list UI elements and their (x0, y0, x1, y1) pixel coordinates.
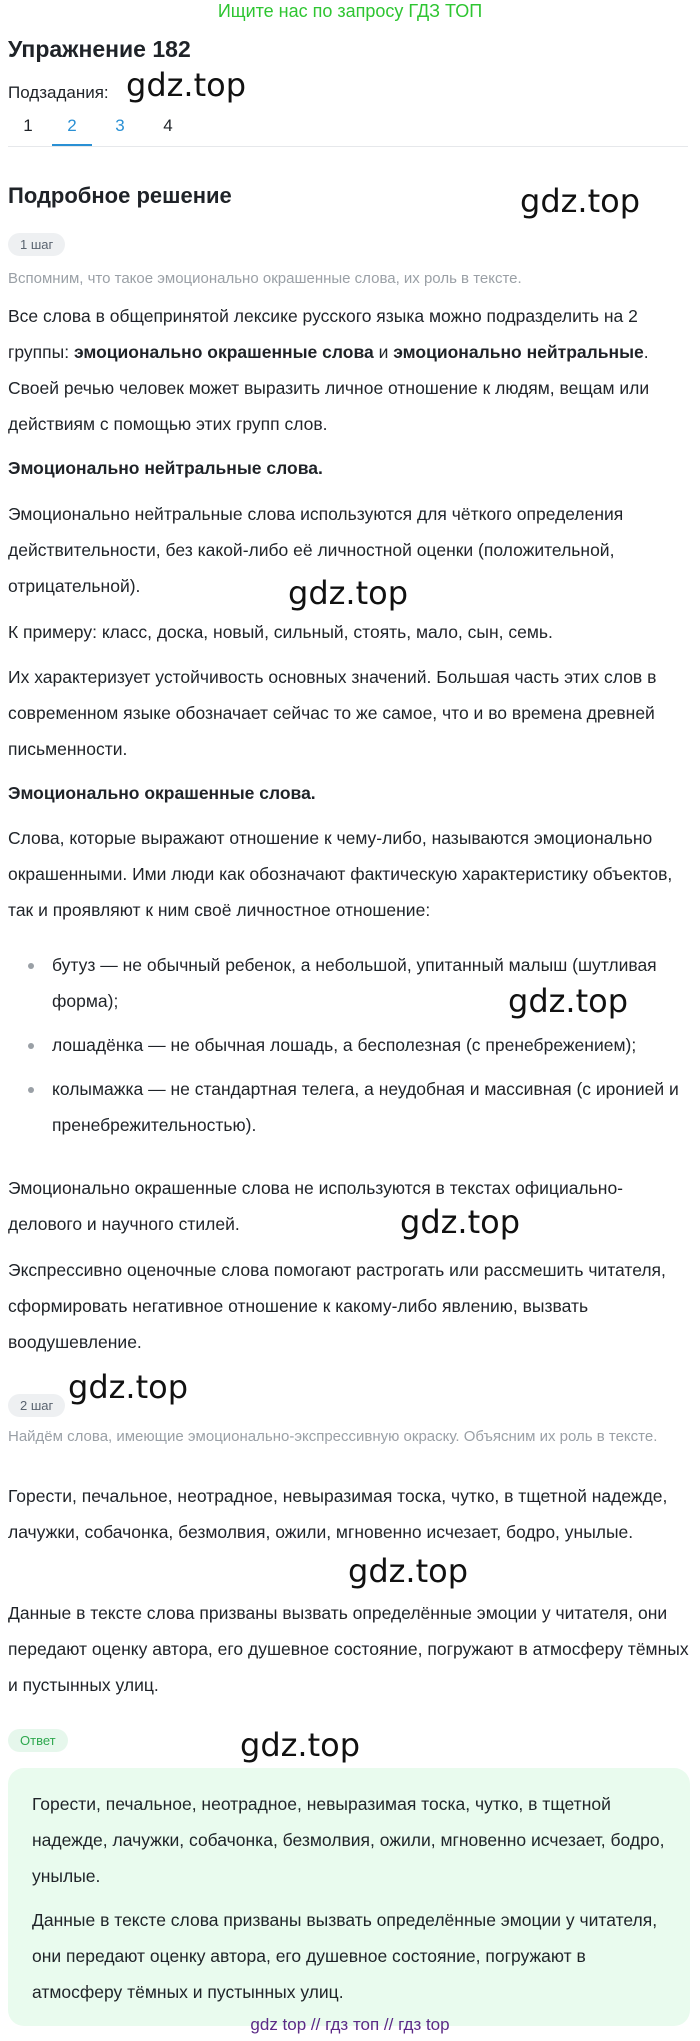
watermark: gdz.top (68, 1368, 189, 1406)
bullet (28, 1087, 34, 1093)
intro-and: и (373, 342, 394, 362)
footer-links[interactable]: gdz top // гдз топ // гдз top (250, 2015, 450, 2034)
neutral-paragraph: Эмоционально нейтральные слова используются для чёткого определения действительности, без какой-либо её личностной оценки (положительной, отрицательной). (8, 504, 624, 596)
page-title: Упражнение 182 (8, 36, 191, 62)
watermark: gdz.top (520, 182, 641, 220)
top-banner: Ищите нас по запросу ГДЗ ТОП (217, 1, 483, 21)
bullet (28, 1043, 34, 1049)
tab-4[interactable]: 4 (163, 116, 173, 135)
watermark: gdz.top (126, 66, 247, 104)
watermark: gdz.top (508, 982, 629, 1020)
list-item: колымажка — не стандартная телега, а неудобная и массивная (с иронией и пренебрежительностью). (52, 1079, 679, 1135)
emphasis-colored: эмоционально окрашенные слова (73, 342, 374, 362)
step-hint: Найдём слова, имеющие эмоционально-экспрессивную окраску. Объясним их роль в тексте. (8, 1428, 658, 1445)
colored-heading: Эмоционально окрашенные слова. (8, 783, 316, 803)
stability-paragraph: Их характеризует устойчивость основных значений. Большая часть этих слов в современном языке обозначает сейчас то же самое, что и во времена древней письменности. (8, 667, 657, 759)
active-tab-indicator (52, 144, 92, 146)
watermark: gdz.top (400, 1203, 521, 1241)
colored-paragraph: Слова, которые выражают отношение к чему-либо, называются эмоционально окрашенными. Ими люди как обозначают фактическую характеристику объектов, так и проявляют к ним своё личностное отношение: (8, 828, 673, 920)
tab-3[interactable]: 3 (115, 116, 125, 135)
words-paragraph: Горести, печальное, неотрадное, невыразимая тоска, чутко, в тщетной надежде, лачужки, собачонка, безмолвия, ожили, мгновенно исчезает, бодро, унылые. (8, 1486, 668, 1542)
step-hint: Вспомним, что такое эмоционально окрашенные слова, их роль в тексте. (8, 270, 522, 287)
tab-2[interactable]: 2 (67, 116, 77, 135)
official-paragraph: Эмоционально окрашенные слова не используются в текстах официально-делового и научного стилей. (8, 1178, 624, 1234)
neutral-heading: Эмоционально нейтральные слова. (8, 458, 323, 478)
answer-badge: Ответ (8, 1729, 68, 1752)
watermark: gdz.top (240, 1726, 361, 1764)
subtasks-label: Подзадания: (8, 83, 109, 102)
watermark: gdz.top (348, 1552, 469, 1590)
answer-explain: Данные в тексте слова призваны вызвать определённые эмоции у читателя, они передают оценку автора, его душевное состояние, погружают в атмосферу тёмных и пустынных улиц. (32, 1910, 658, 2002)
expressive-paragraph: Экспрессивно оценочные слова помогают растрогать или рассмешить читателя, сформировать негативное отношение к какому-либо явлению, вызвать воодушевление. (8, 1260, 666, 1352)
answer-words: Горести, печальное, неотрадное, невыразимая тоска, чутко, в тщетной надежде, лачужки, собачонка, безмолвия, ожили, мгновенно исчезает, бодро, унылые. (32, 1794, 665, 1886)
bullet (28, 963, 34, 969)
example-paragraph: К примеру: класс, доска, новый, сильный, стоять, мало, сын, семь. (8, 622, 553, 642)
tabs-divider (8, 146, 688, 147)
watermark: gdz.top (288, 574, 409, 612)
list-item: бутуз — не обычный ребенок, а небольшой, упитанный малыш (шутливая форма); (52, 955, 657, 1011)
tab-1[interactable]: 1 (23, 116, 33, 135)
intro-text: Все слова в общепринятой лексике русского языка можно подразделить на 2 группы: (8, 306, 638, 362)
intro-text-end: . Своей речью человек может выразить личное отношение к людям, вещам или действиям с помощью этих групп слов. (8, 342, 650, 434)
list-item: лошадёнка — не обычная лошадь, а бесполезная (с пренебрежением); (52, 1035, 637, 1055)
intro-paragraph (8, 298, 692, 442)
step-badge: 2 шаг (8, 1394, 65, 1417)
emphasis-neutral: эмоционально нейтральные (393, 342, 644, 362)
step-badge: 1 шаг (8, 233, 65, 256)
explain-paragraph: Данные в тексте слова призваны вызвать определённые эмоции у читателя, они передают оценку автора, его душевное состояние, погружают в атмосферу тёмных и пустынных улиц. (8, 1603, 689, 1695)
solution-heading: Подробное решение (8, 183, 232, 208)
